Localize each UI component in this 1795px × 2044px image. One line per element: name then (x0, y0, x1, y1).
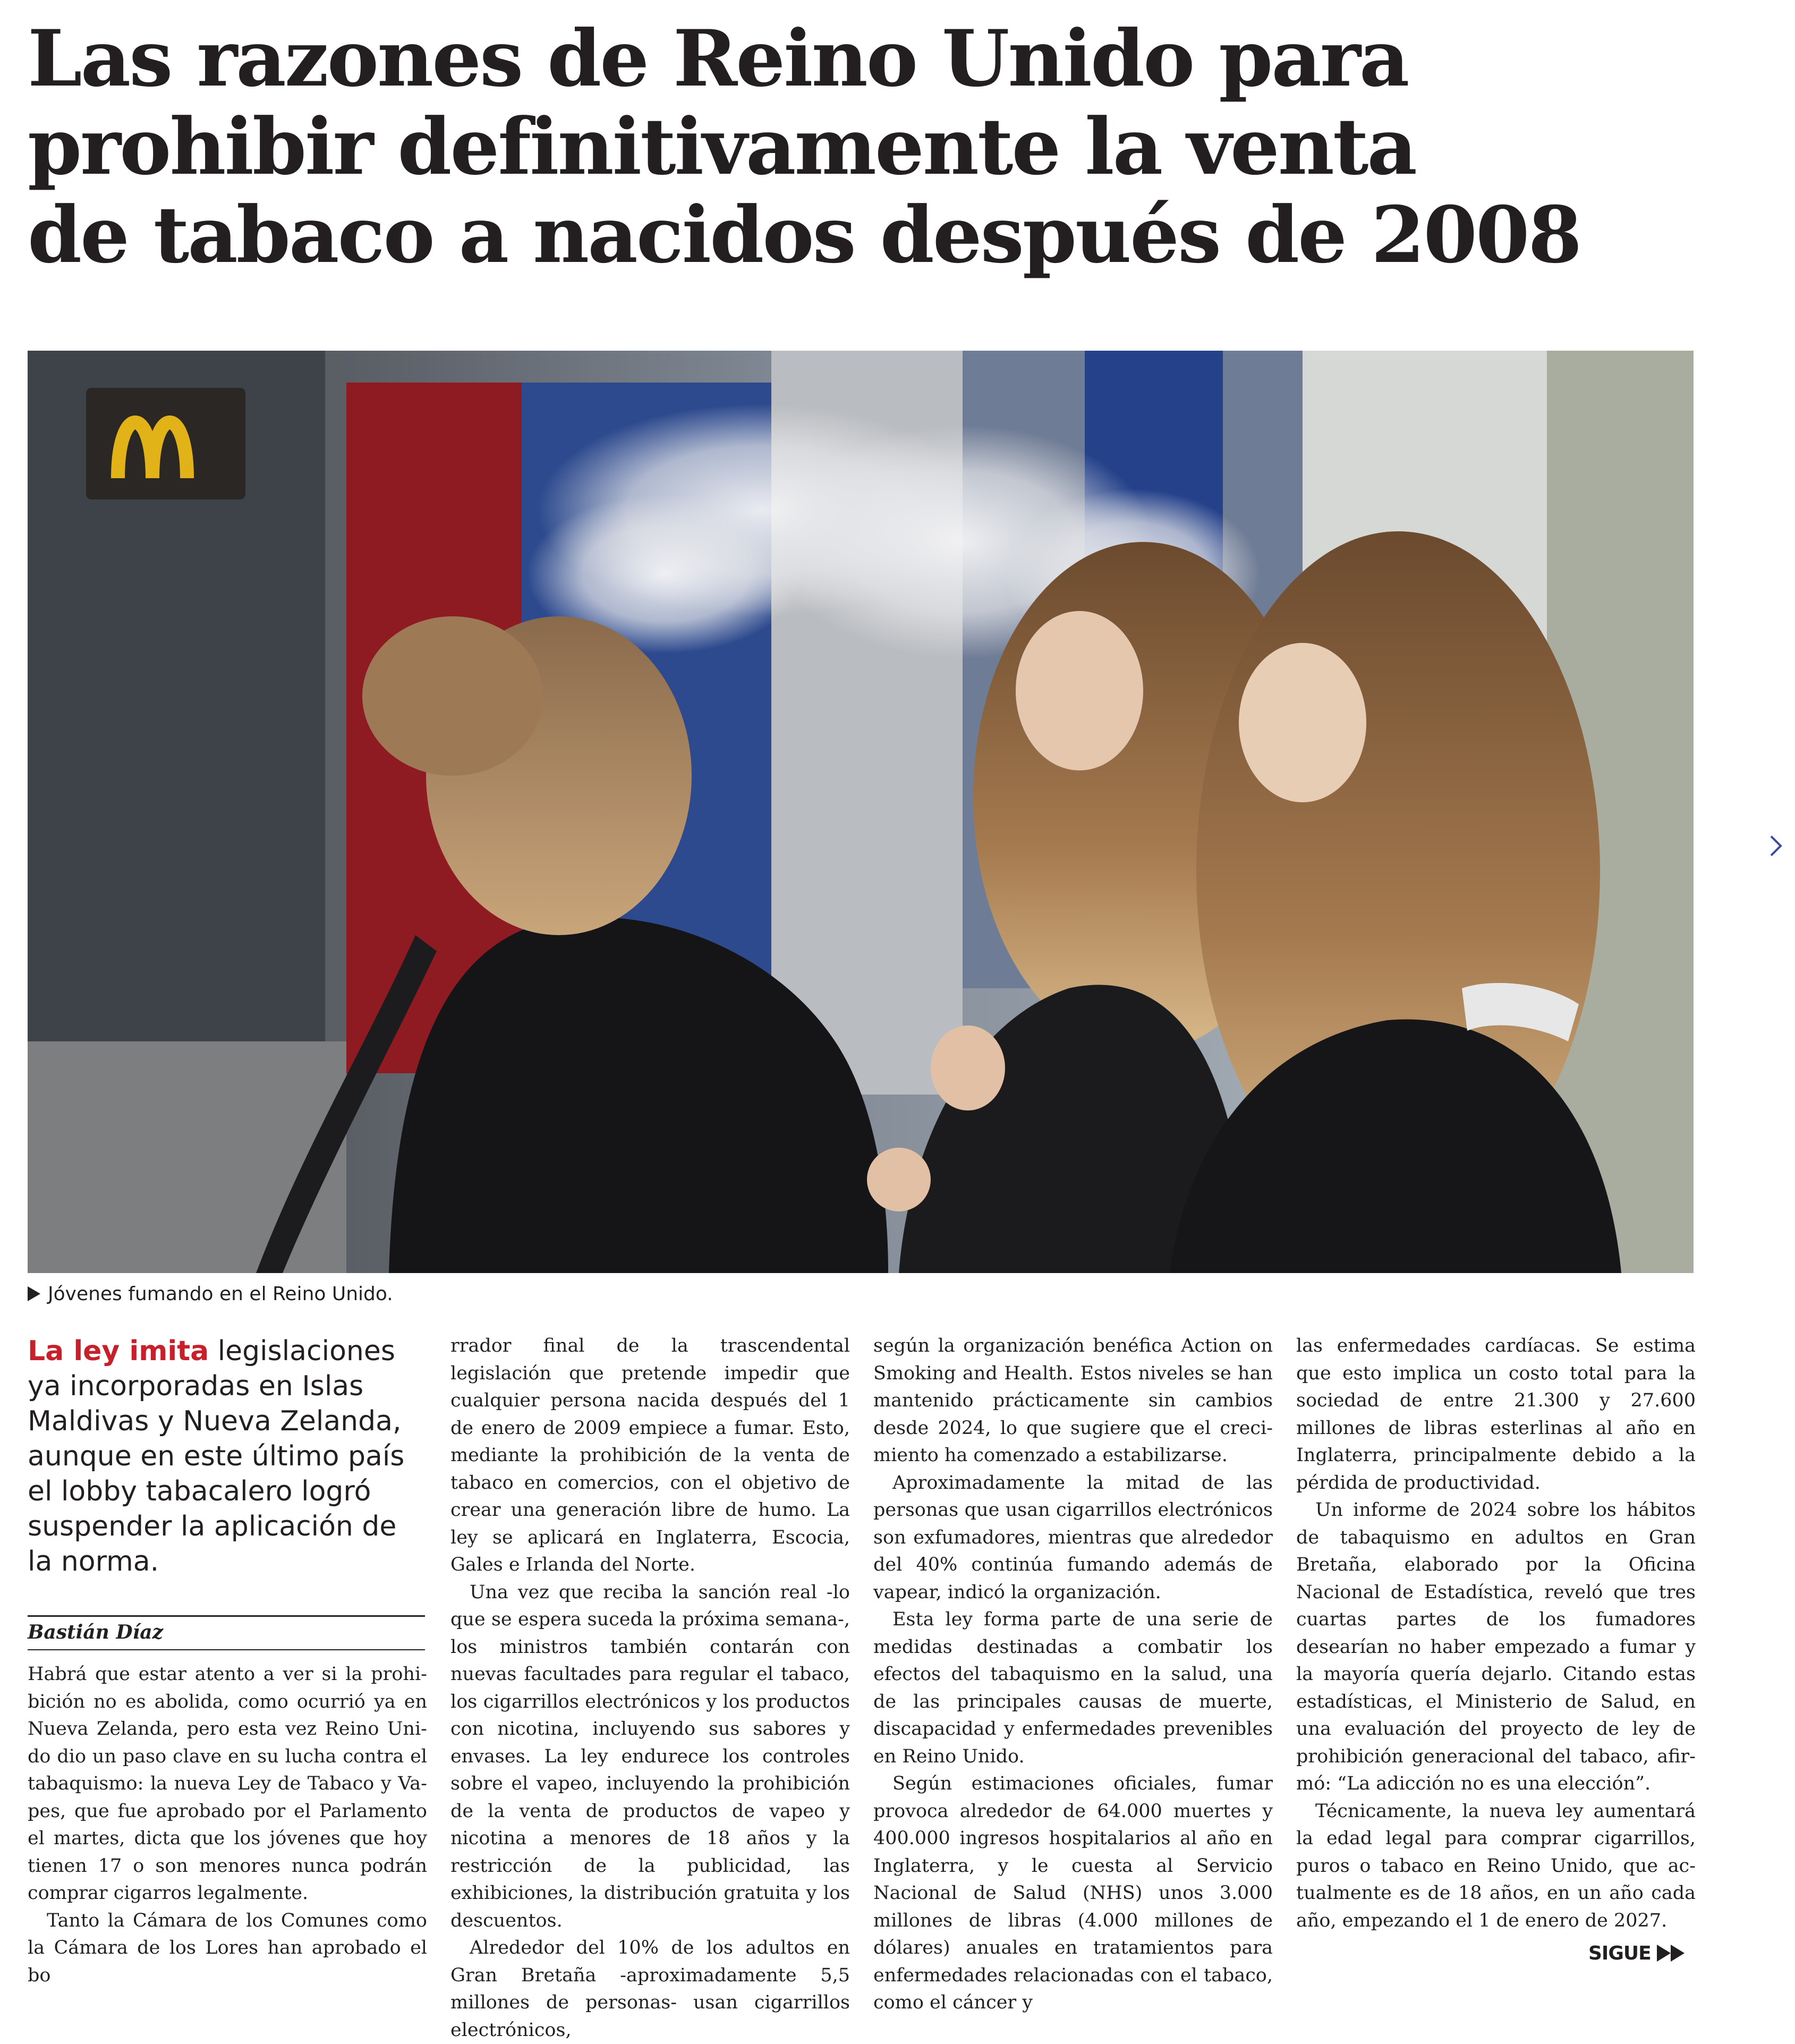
photo-caption (28, 1280, 393, 1308)
paragraph: Según estimaciones oficiales, fumar provoca alrededor de 64.000 muertes y 400.000 ingresos hospitalarios al año en Inglaterra, y le cuesta al Servicio Nacional de Salud (NHS) unos 3.000 millones de libras (4.000 millones de dólares) anuales en tratamientos para enfermedades relacionadas con el tabaco, como el cáncer y (873, 1773, 1273, 2013)
paragraph: Un informe de 2024 sobre los hábitos de tabaquismo en adultos en Gran Bretaña, elaborado por la Oficina Nacional de Estadística, reveló que tres cuartas partes de los fumadores desearían no haber empezado a fumar y la mayoría quería dejarlo. Citando estas estadísticas, el Ministerio de Salud, en una evaluación del proyecto de ley de prohibición generacional del tabaco, afirmó: “La adicción no es una elección”. (1296, 1499, 1696, 1794)
byline-rule-bottom (28, 1649, 425, 1650)
article-column-3 (873, 1333, 1273, 2017)
lead-photo (28, 351, 1694, 1273)
paragraph: Habrá que estar atento a ver si la prohibición no es abolida, como ocurrió ya en Nueva Zelanda, pero esta vez Reino Unido dio un paso clave en su lucha contra el tabaquismo: la nueva Ley de Tabaco y Vapes, que fue aprobado por el Parlamento el martes, dicta que los jóvenes que hoy tienen 17 o son menores nunca podrán comprar cigarros legalmente. (28, 1664, 427, 1904)
article-column-4 (1296, 1333, 1696, 1935)
article-column-1 (28, 1661, 427, 1989)
continues-label: SIGUE (1588, 1943, 1651, 1964)
byline: Bastián Díaz (28, 1621, 164, 1643)
paragraph: Tanto la Cámara de los Comunes como la Cámara de los Lores han aprobado el bo (28, 1910, 427, 1986)
continues-link[interactable] (1588, 1942, 1685, 1965)
paragraph: Técnicamente, la nueva ley aumentará la edad legal para comprar cigarrillos, puros o tabaco en Reino Unido, que actualmente es de 18 años, en un año cada año, empezando el 1 de enero de 2027. (1296, 1800, 1696, 1931)
paragraph: Esta ley forma parte de una serie de medidas destinadas a combatir los efectos del tabaquismo en la salud, una de las principales causas de muerte, discapacidad y enfermedades prevenibles en Reino Unido. (873, 1609, 1273, 1767)
lede-text: legislaciones ya incorporadas en Islas Maldivas y Nueva Zelanda, aunque en este último país el lobby tabacalero logró suspender la aplicación de la norma. (28, 1335, 405, 1577)
photo-caption-text: Jóvenes fumando en el Reino Unido. (48, 1283, 393, 1305)
play-arrow-icon (1657, 1945, 1671, 1962)
photo-illustration (28, 351, 1694, 1273)
headline (28, 13, 1581, 281)
next-arrow-icon[interactable] (1764, 829, 1789, 863)
byline-rule-top (28, 1615, 425, 1617)
headline-line-2: prohibir definitivamente la venta (28, 101, 1416, 192)
paragraph: Una vez que reciba la sanción real -lo que se espera suceda la próxima semana-, los ministros también contarán con nuevas facultades para regular el tabaco, los cigarrillos electrónicos y los productos con nicotina, incluyendo sus sabores y envases. La ley endurece los controles sobre el vapeo, incluyendo la prohibición de la venta de productos de vapeo y nicotina a menores de 18 años y la restricción de la publicidad, las exhibiciones, la distribución gratuita y los descuentos. (450, 1581, 850, 1931)
headline-line-1: Las razones de Reino Unido para (28, 13, 1408, 104)
caption-triangle-icon (28, 1286, 40, 1301)
paragraph: Aproximadamente la mitad de las personas que usan cigarrillos electrónicos son exfumadores, mientras que alrededor del 40% continúa fumando además de vapear, indicó la organización. (873, 1472, 1273, 1603)
headline-line-3: de tabaco a nacidos después de 2008 (28, 190, 1581, 281)
play-arrow-icon (1671, 1945, 1685, 1962)
paragraph: las enfermedades cardíacas. Se estima que esto implica un costo total para la sociedad de entre 21.300 y 27.600 millones de libras esterlinas al año en Inglaterra, principalmente debido a la pérdida de productividad. (1296, 1335, 1696, 1494)
article-column-2 (450, 1333, 850, 2044)
lede (28, 1334, 426, 1579)
paragraph: rrador final de la trascendental legislación que pretende impedir que cualquier persona nacida después del 1 de enero de 2009 empiece a fumar. Esto, mediante la prohibición de la venta de tabaco en comercios, con el objetivo de crear una generación libre de humo. La ley se aplicará en Inglaterra, Escocia, Gales e Irlanda del Norte. (450, 1335, 850, 1575)
paragraph: según la organización benéfica Action on Smoking and Health. Estos niveles se han mantenido prácticamente sin cambios desde 2024, lo que sugiere que el crecimiento ha comenzado a estabilizarse. (873, 1335, 1273, 1466)
paragraph: Alrededor del 10% de los adultos en Gran Bretaña -aproximadamente 5,5 millones de personas- usan cigarrillos electrónicos, (450, 1937, 850, 2041)
lede-lead-in: La ley imita (28, 1335, 209, 1367)
